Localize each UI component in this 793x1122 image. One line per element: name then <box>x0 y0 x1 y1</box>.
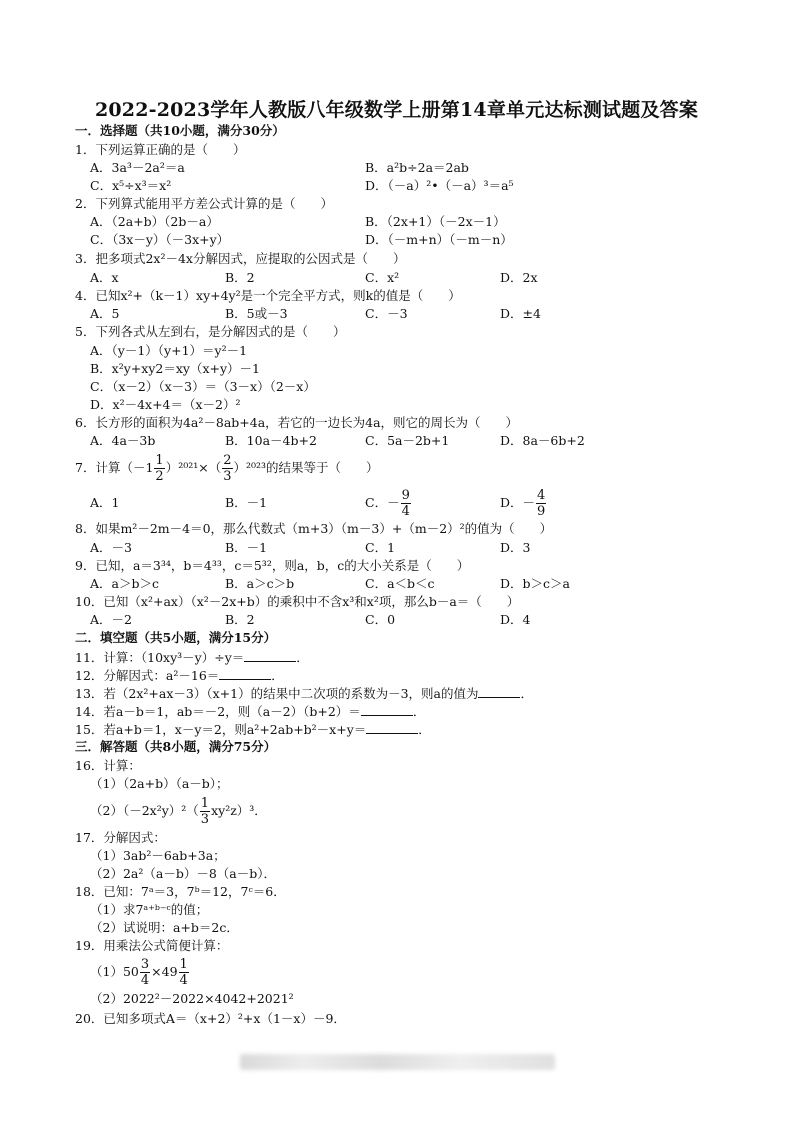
q13-text: 13．若（2x²+ax－3）（x+1）的结果中二次项的系数为－3，则a的值为 <box>75 686 479 701</box>
option-b: B．5或－3 <box>225 306 288 321</box>
fraction-one-quarter <box>179 957 189 988</box>
q19-p1-mid: ×49 <box>151 964 178 979</box>
question-19-part-1 <box>90 956 190 988</box>
option-c: C．－3 <box>365 306 408 321</box>
q14-end: ． <box>412 704 426 719</box>
answer-blank[interactable] <box>366 721 418 734</box>
denominator: 3 <box>200 812 210 827</box>
question-17-part-1: （1）3ab²－6ab+3a； <box>90 848 226 863</box>
section-heading-solve: 三．解答题（共8小题，满分75分） <box>75 739 277 754</box>
question-16-part-1: （1）（2a+b）（a－b）； <box>90 776 229 791</box>
numerator: 9 <box>401 488 410 503</box>
section-heading-fill-in: 二．填空题（共5小题，满分15分） <box>75 630 277 645</box>
denominator: 4 <box>179 973 188 988</box>
blurred-watermark <box>240 1054 555 1070</box>
question-17: 17．分解因式： <box>75 830 166 845</box>
answer-blank[interactable] <box>244 649 296 662</box>
fraction-two-thirds <box>222 453 232 484</box>
question-16: 16．计算： <box>75 758 141 773</box>
page-title: 2022-2023学年人教版八年级数学上册第14章单元达标测试题及答案 <box>94 99 699 121</box>
q12-end: ． <box>271 668 284 683</box>
option-c-label: C．－ <box>365 495 400 510</box>
numerator: 1 <box>155 453 164 468</box>
question-19-part-2: （2）2022²－2022×4042+2021² <box>90 991 294 1006</box>
question-20: 20．已知多项式A＝（x+2）²+x（1－x）－9． <box>75 1011 346 1026</box>
option-a: A．1 <box>90 495 120 510</box>
numerator: 4 <box>537 488 546 503</box>
q12-text: 12．分解因式：a²－16＝ <box>75 668 220 683</box>
answer-blank[interactable] <box>219 667 271 680</box>
option-d: D．2x <box>500 270 538 285</box>
numerator: 1 <box>179 957 188 972</box>
option-c: C．x² <box>365 270 400 285</box>
denominator: 4 <box>401 504 410 519</box>
option-a: A．a＞b＞c <box>90 576 159 591</box>
option-c: C．0 <box>365 612 396 627</box>
fraction <box>401 488 411 519</box>
option-a: A．4a－3b <box>90 433 156 448</box>
q16-p2-text: （2）（－2x²y）²（ <box>90 803 199 818</box>
option-b: B．a＞c＞b <box>225 576 295 591</box>
option-c <box>365 487 412 519</box>
fraction-three-quarters <box>140 957 150 988</box>
denominator: 9 <box>537 504 546 519</box>
option-a: A．（y－1）（y+1）＝y²－1 <box>90 343 248 358</box>
numerator: 3 <box>140 957 150 972</box>
question-3: 3．把多项式2x²－4x分解因式，应提取的公因式是（ ） <box>75 251 406 266</box>
option-b: B．（2x+1）（－2x－1） <box>365 214 506 229</box>
denominator: 4 <box>140 973 150 988</box>
option-b: B．x²y+xy2＝xy（x+y）－1 <box>90 361 260 376</box>
question-4: 4．已知x²+（k－1）xy+4y²是一个完全平方式，则k的值是（ ） <box>75 288 461 303</box>
denominator: 2 <box>155 469 164 484</box>
option-d: D．（－m+n）（－m－n） <box>365 232 513 247</box>
option-d: D．±4 <box>500 306 541 321</box>
fraction <box>536 488 546 519</box>
answer-blank[interactable] <box>478 685 520 698</box>
option-a: A．－3 <box>90 540 132 555</box>
option-b: B．2 <box>225 612 255 627</box>
option-b: B．－1 <box>225 495 268 510</box>
option-c: C．1 <box>365 540 396 555</box>
section-heading-choice: 一．选择题（共10小题，满分30分） <box>75 123 285 138</box>
question-17-part-2: （2）2a²（a－b）－8（a－b）． <box>90 866 276 881</box>
q11-end: ． <box>296 650 309 665</box>
option-c: C．（x－2）（x－3）＝（3－x）（2－x） <box>90 379 316 394</box>
q11-text: 11．计算：（10xy³－y）÷y＝ <box>75 650 245 665</box>
option-b: B．a²b÷2a＝2ab <box>365 160 469 175</box>
option-d-label: D．－ <box>500 495 536 510</box>
question-11 <box>75 649 309 666</box>
q16-p2-end: xy²z）³． <box>211 803 267 818</box>
q7-text-post: ）²⁰²³的结果等于（ ） <box>233 460 379 475</box>
question-12 <box>75 667 284 684</box>
answer-blank[interactable] <box>361 703 413 716</box>
q19-p1-text: （1）50 <box>90 964 139 979</box>
question-9: 9．已知，a＝3³⁴，b＝4³³，c＝5³²，则a，b，c的大小关系是（ ） <box>75 558 470 573</box>
question-2: 2．下列算式能用平方差公式计算的是（ ） <box>75 196 333 211</box>
q15-end: ． <box>418 722 431 737</box>
option-a: A．3a³－2a²＝a <box>90 160 185 175</box>
question-16-part-2 <box>90 795 267 827</box>
question-5: 5．下列各式从左到右，是分解因式的是（ ） <box>75 324 346 339</box>
question-7 <box>75 452 379 484</box>
numerator: 1 <box>200 796 210 811</box>
option-a: A．（2a+b）（2b－a） <box>90 214 219 229</box>
option-c: C．（3x－y）（－3x+y） <box>90 232 230 247</box>
question-18-part-2: （2）试说明：a+b＝2c． <box>90 920 239 935</box>
numerator: 2 <box>223 453 232 468</box>
option-d: D．3 <box>500 540 531 555</box>
q7-text-pre: 7．计算（－1 <box>75 460 154 475</box>
q7-text-mid: ）²⁰²¹×（ <box>165 460 222 475</box>
option-d: D．4 <box>500 612 531 627</box>
option-d: D．x²－4x+4＝（x－2）² <box>90 397 241 412</box>
question-18-part-1: （1）求7ᵃ⁺ᵇ⁻ᶜ的值； <box>90 902 209 917</box>
question-10: 10．已知（x²+ax）（x²－2x+b）的乘积中不含x³和x²项，那么b－a＝（ ） <box>75 594 520 609</box>
option-b: B．10a－4b+2 <box>225 433 317 448</box>
question-1: 1．下列运算正确的是（ ） <box>75 142 246 157</box>
option-d: D．（－a）²•（－a）³＝a⁵ <box>365 178 514 193</box>
question-15 <box>75 721 431 738</box>
fraction-one-third <box>200 796 210 827</box>
option-c: C．x⁵÷x³＝x² <box>90 178 172 193</box>
q14-text: 14．若a－b＝1，ab＝－2，则（a－2）（b+2）＝ <box>75 704 361 719</box>
option-b: B．－1 <box>225 540 268 555</box>
option-a: A．－2 <box>90 612 132 627</box>
option-a: A．x <box>90 270 119 285</box>
question-8: 8．如果m²－2m－4＝0，那么代数式（m+3）（m－3）+（m－2）²的值为（ ） <box>75 521 553 536</box>
question-13 <box>75 685 533 702</box>
q13-end: ． <box>520 686 533 701</box>
option-b: B．2 <box>225 270 255 285</box>
option-c: C．5a－2b+1 <box>365 433 450 448</box>
question-18: 18．已知：7ᵃ＝3，7ᵇ＝12，7ᶜ＝6． <box>75 884 286 899</box>
denominator: 3 <box>223 469 232 484</box>
option-d <box>500 487 547 519</box>
option-c: C．a＜b＜c <box>365 576 435 591</box>
option-a: A．5 <box>90 306 120 321</box>
option-d: D．b＞c＞a <box>500 576 570 591</box>
question-6: 6．长方形的面积为4a²－8ab+4a，若它的一边长为4a，则它的周长为（ ） <box>75 415 519 430</box>
q15-text: 15．若a+b＝1，x－y＝2，则a²+2ab+b²－x+y＝ <box>75 722 367 737</box>
option-d: D．8a－6b+2 <box>500 433 585 448</box>
question-19: 19．用乘法公式简便计算： <box>75 938 229 953</box>
fraction-one-half <box>154 453 164 484</box>
question-14 <box>75 703 425 720</box>
